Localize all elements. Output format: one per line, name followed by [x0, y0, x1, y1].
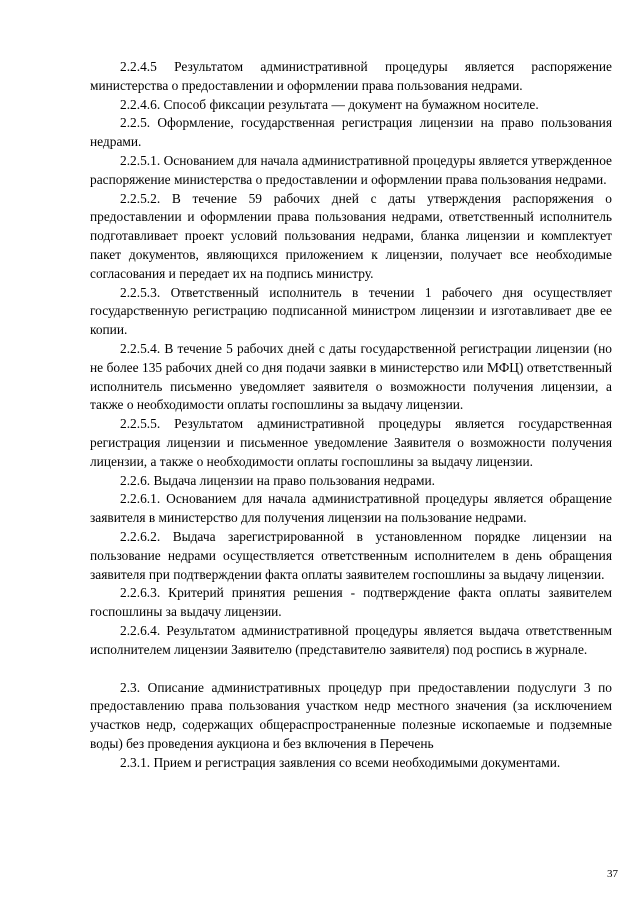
paragraph-2-2-4-5: 2.2.4.5 Результатом административной процедуры является распоряжение министерства о предоставлении и оформлении права пользования недрами. — [90, 59, 612, 93]
paragraph-2-3: 2.3. Описание административных процедур при предоставлении подуслуги 3 по предоставлению права пользования участком недр местного значения (за исключением участков недр, содержащих общераспространенные полезные ископаемые и подземные воды) без проведения аукциона и без включения в Перечень — [90, 679, 612, 751]
paragraph-2-2-6-4: 2.2.6.4. Результатом административной процедуры является выдача ответственным исполнителем лицензии Заявителю (представителю заявителя) под роспись в журнале. — [90, 622, 612, 657]
paragraph-2-2-5-1: 2.2.5.1. Основанием для начала административной процедуры является утвержденное распоряжение министерства о предоставлении и оформлении права пользования недрами. — [90, 152, 612, 187]
page-number: 37 — [607, 868, 618, 880]
paragraph-2-3-1: 2.3.1. Прием и регистрация заявления со всеми необходимыми документами. — [120, 754, 561, 770]
paragraph-2-2-5-4: 2.2.5.4. В течение 5 рабочих дней с даты государственной регистрации лицензии (но не более 135 рабочих дней со дня подачи заявки в министерство или МФЦ) ответственный исполнитель письменно уведомляет заявителя о возможности получения лицензии, а также о необходимости оплаты госпошлины за выдачу лицензии. — [90, 340, 612, 413]
paragraph-2-2-6-1: 2.2.6.1. Основанием для начала административной процедуры является обращение заявителя в министерство для получения лицензии на пользование недрами. — [90, 491, 612, 526]
paragraph-2-2-6: 2.2.6. Выдача лицензии на право пользования недрами. — [120, 472, 435, 488]
paragraph-2-2-6-3: 2.2.6.3. Критерий принятия решения - подтверждение факта оплаты заявителем госпошлины за выдачу лицензии. — [90, 585, 612, 620]
paragraph-2-2-6-2: 2.2.6.2. Выдача зарегистрированной в установленном порядке лицензии на пользование недрами осуществляется ответственным исполнителем в день обращения заявителя при подтверждении факта оплаты заявителем госпошлины за выдачу лицензии. — [90, 528, 612, 582]
paragraph-2-2-5: 2.2.5. Оформление, государственная регистрация лицензии на право пользования недрами. — [90, 115, 612, 150]
document-body — [90, 58, 612, 772]
paragraph-2-2-5-5: 2.2.5.5. Результатом административной процедуры является государственная регистрация лицензии и письменное уведомление Заявителя о возможности получения лицензии, а также о необходимости оплаты госпошлины за выдачу лицензии. — [90, 416, 612, 469]
paragraph-2-2-5-2: 2.2.5.2. В течение 59 рабочих дней с даты утверждения распоряжения о предоставлении и оформлении права пользования недрами, ответственный исполнитель подготавливает проект условий пользования недрами, бланка лицензии и комплектует пакет документов, являющихся приложением к лицензии, получает все необходимые согласования и передает их на подпись министру. — [90, 190, 612, 281]
paragraph-2-2-4-6: 2.2.4.6. Способ фиксации результата — документ на бумажном носителе. — [120, 96, 539, 112]
paragraph-2-2-5-3: 2.2.5.3. Ответственный исполнитель в течении 1 рабочего дня осуществляет государственную регистрацию подписанной министром лицензии и изготавливает две ее копии. — [90, 284, 612, 338]
